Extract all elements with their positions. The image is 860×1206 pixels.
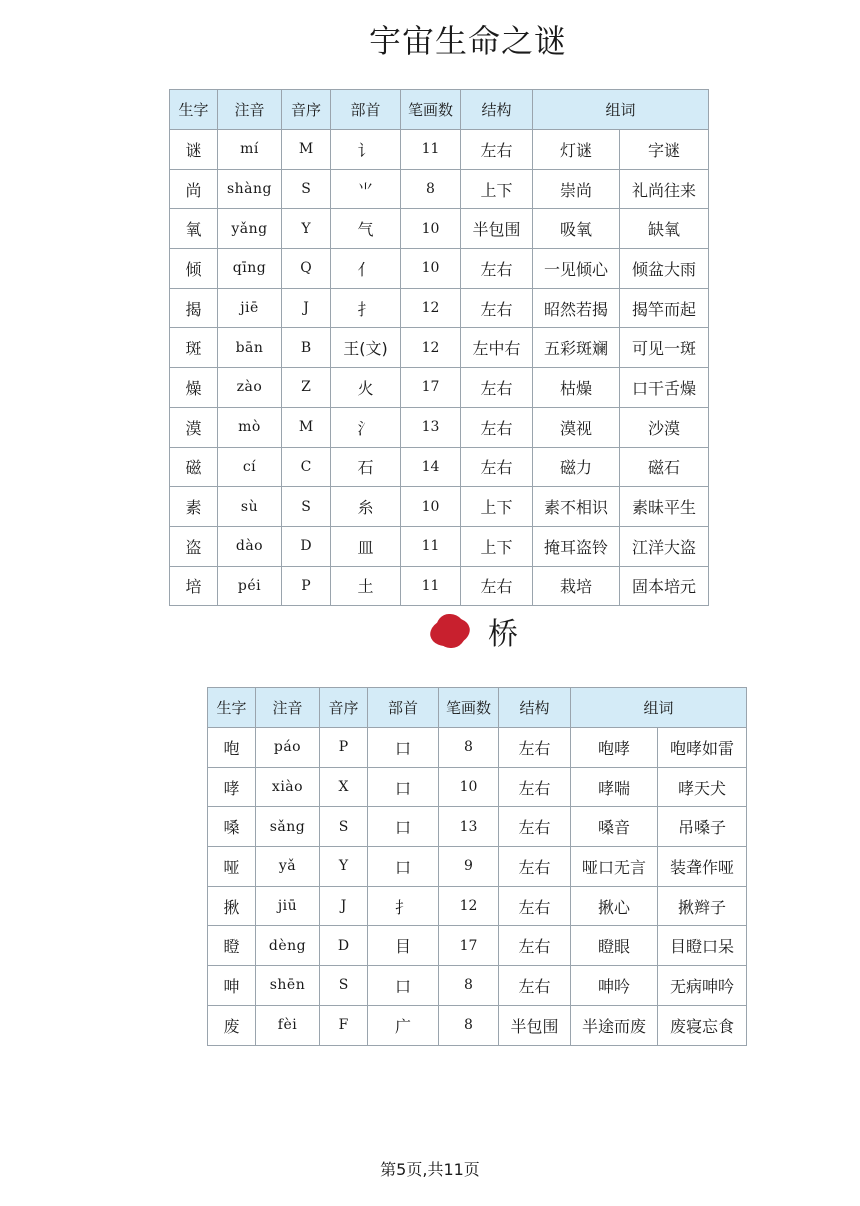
table-cell: 13 <box>401 407 461 447</box>
table-cell: 左右 <box>499 767 571 807</box>
table-cell: B <box>282 328 331 368</box>
table-cell: 可见一斑 <box>620 328 709 368</box>
table-cell: 上下 <box>461 169 533 209</box>
red-ink-blot-icon <box>428 612 474 650</box>
header-cell: 部首 <box>368 688 439 728</box>
table-row <box>170 249 709 289</box>
table-header <box>170 90 709 130</box>
table-cell: 10 <box>439 767 499 807</box>
header-cell: 注音 <box>218 90 282 130</box>
table-cell: 左右 <box>461 249 533 289</box>
table-cell: yǎng <box>218 209 282 249</box>
table-cell: 灯谜 <box>533 130 620 170</box>
header-cell: 结构 <box>461 90 533 130</box>
table-cell: S <box>320 966 368 1006</box>
table-cell: 磁石 <box>620 447 709 487</box>
table-cell: 8 <box>439 1005 499 1045</box>
table-cell: 一见倾心 <box>533 249 620 289</box>
table-row <box>208 1005 747 1045</box>
table-header <box>208 688 747 728</box>
table-cell: 糸 <box>331 487 401 527</box>
header-cell: 部首 <box>331 90 401 130</box>
header-cell: 结构 <box>499 688 571 728</box>
page-number: 第5页,共11页 <box>380 1160 480 1179</box>
table-row <box>170 447 709 487</box>
table-cell: F <box>320 1005 368 1045</box>
table-row <box>170 487 709 527</box>
table-row <box>208 728 747 768</box>
table-cell: 哮喘 <box>571 767 658 807</box>
table-cell: 左右 <box>499 926 571 966</box>
table-cell: 培 <box>170 566 218 606</box>
table-cell: 昭然若揭 <box>533 288 620 328</box>
table-cell: 17 <box>439 926 499 966</box>
table-cell: 左右 <box>461 447 533 487</box>
table-cell: 江洋大盗 <box>620 526 709 566</box>
table-cell: 王(文) <box>331 328 401 368</box>
vocab-table-2 <box>207 687 747 1046</box>
table-cell: 10 <box>401 209 461 249</box>
table-cell: 固本培元 <box>620 566 709 606</box>
table-cell: 哑口无言 <box>571 847 658 887</box>
table-row <box>170 328 709 368</box>
table-cell: 斑 <box>170 328 218 368</box>
table-cell: 揪 <box>208 886 256 926</box>
table-cell: S <box>320 807 368 847</box>
table-cell: 9 <box>439 847 499 887</box>
table-cell: 11 <box>401 130 461 170</box>
table-cell: 左右 <box>499 886 571 926</box>
table-cell: P <box>282 566 331 606</box>
table-row <box>170 566 709 606</box>
table-cell: bān <box>218 328 282 368</box>
table-cell: 磁 <box>170 447 218 487</box>
table-cell: 11 <box>401 566 461 606</box>
table-cell: 素不相识 <box>533 487 620 527</box>
table-cell: 口 <box>368 807 439 847</box>
table-row <box>170 526 709 566</box>
table-cell: 口干舌燥 <box>620 368 709 408</box>
table-cell: 左右 <box>499 807 571 847</box>
table-cell: 磁力 <box>533 447 620 487</box>
title-bridge: 桥 <box>428 608 518 654</box>
table-cell: 素昧平生 <box>620 487 709 527</box>
table-cell: 石 <box>331 447 401 487</box>
table-cell: 广 <box>368 1005 439 1045</box>
table-cell: 皿 <box>331 526 401 566</box>
table-cell: 13 <box>439 807 499 847</box>
table-cell: 哮天犬 <box>658 767 747 807</box>
title-universe: 宇宙生命之谜 <box>368 22 567 60</box>
header-cell: 生字 <box>208 688 256 728</box>
header-cell: 音序 <box>282 90 331 130</box>
table-cell: 口 <box>368 767 439 807</box>
table-cell: 口 <box>368 847 439 887</box>
table-cell: 12 <box>401 328 461 368</box>
table-cell: 半途而废 <box>571 1005 658 1045</box>
table-cell: 崇尚 <box>533 169 620 209</box>
table-cell: 上下 <box>461 526 533 566</box>
table-cell: 漠视 <box>533 407 620 447</box>
table-cell: 掩耳盗铃 <box>533 526 620 566</box>
table-cell: 半包围 <box>461 209 533 249</box>
table-cell: 12 <box>401 288 461 328</box>
table-cell: cí <box>218 447 282 487</box>
table-cell: 10 <box>401 249 461 289</box>
table-cell: 倾 <box>170 249 218 289</box>
table-cell: 扌 <box>331 288 401 328</box>
table-cell: 左中右 <box>461 328 533 368</box>
table-cell: páo <box>256 728 320 768</box>
table-cell: 字谜 <box>620 130 709 170</box>
table-cell: Z <box>282 368 331 408</box>
table-cell: 嗓 <box>208 807 256 847</box>
table-cell: 左右 <box>499 847 571 887</box>
table-cell: Q <box>282 249 331 289</box>
table-cell: 揪心 <box>571 886 658 926</box>
table-cell: 口 <box>368 966 439 1006</box>
table-cell: 尚 <box>170 169 218 209</box>
vocab-table-1 <box>169 89 709 606</box>
table-row <box>170 368 709 408</box>
table-row <box>170 288 709 328</box>
table-cell: 呻吟 <box>571 966 658 1006</box>
table-cell: 左右 <box>461 566 533 606</box>
table-row <box>208 767 747 807</box>
table-cell: X <box>320 767 368 807</box>
table-cell: 瞪眼 <box>571 926 658 966</box>
table-cell: 土 <box>331 566 401 606</box>
header-cell: 注音 <box>256 688 320 728</box>
table-cell: 嗓音 <box>571 807 658 847</box>
header-cell: 笔画数 <box>401 90 461 130</box>
header-cell: 组词 <box>571 688 747 728</box>
table-cell: Y <box>320 847 368 887</box>
table-cell: 上下 <box>461 487 533 527</box>
table-cell: mí <box>218 130 282 170</box>
table-cell: ⺌ <box>331 169 401 209</box>
table-cell: M <box>282 407 331 447</box>
table-cell: 14 <box>401 447 461 487</box>
table-cell: 五彩斑斓 <box>533 328 620 368</box>
table-cell: S <box>282 169 331 209</box>
table-cell: 扌 <box>368 886 439 926</box>
table-cell: 10 <box>401 487 461 527</box>
table-cell: 目瞪口呆 <box>658 926 747 966</box>
table-cell: P <box>320 728 368 768</box>
table-row <box>170 407 709 447</box>
table-cell: 氧 <box>170 209 218 249</box>
table-cell: péi <box>218 566 282 606</box>
table-cell: 气 <box>331 209 401 249</box>
table-cell: 燥 <box>170 368 218 408</box>
table-row <box>208 966 747 1006</box>
table-cell: 咆哮 <box>571 728 658 768</box>
table-cell: 装聋作哑 <box>658 847 747 887</box>
table-cell: D <box>282 526 331 566</box>
table-cell: 8 <box>439 966 499 1006</box>
table-cell: xiào <box>256 767 320 807</box>
table-cell: 左右 <box>499 966 571 1006</box>
table-cell: yǎ <box>256 847 320 887</box>
header-cell: 组词 <box>533 90 709 130</box>
table-cell: dèng <box>256 926 320 966</box>
table-cell: 废寝忘食 <box>658 1005 747 1045</box>
table-cell: 盗 <box>170 526 218 566</box>
table-cell: 亻 <box>331 249 401 289</box>
table-cell: sù <box>218 487 282 527</box>
table-cell: 栽培 <box>533 566 620 606</box>
table-cell: 11 <box>401 526 461 566</box>
table-cell: qīng <box>218 249 282 289</box>
table-row <box>208 847 747 887</box>
table-cell: 吊嗓子 <box>658 807 747 847</box>
table-cell: 8 <box>401 169 461 209</box>
header-cell: 音序 <box>320 688 368 728</box>
header-cell: 生字 <box>170 90 218 130</box>
table-cell: 咆 <box>208 728 256 768</box>
table-cell: 哮 <box>208 767 256 807</box>
table-cell: 缺氧 <box>620 209 709 249</box>
table-cell: J <box>282 288 331 328</box>
table-row <box>170 130 709 170</box>
table-cell: 左右 <box>499 728 571 768</box>
table-cell: 半包围 <box>499 1005 571 1045</box>
table-cell: 氵 <box>331 407 401 447</box>
table-cell: 火 <box>331 368 401 408</box>
table-cell: mò <box>218 407 282 447</box>
table-cell: 左右 <box>461 407 533 447</box>
table-cell: 揭 <box>170 288 218 328</box>
table-cell: 礼尚往来 <box>620 169 709 209</box>
table-cell: 沙漠 <box>620 407 709 447</box>
table-cell: 吸氧 <box>533 209 620 249</box>
table-cell: 12 <box>439 886 499 926</box>
table-cell: 素 <box>170 487 218 527</box>
header-cell: 笔画数 <box>439 688 499 728</box>
table-cell: M <box>282 130 331 170</box>
table-cell: zào <box>218 368 282 408</box>
table-cell: 左右 <box>461 368 533 408</box>
table-row <box>208 807 747 847</box>
table-cell: D <box>320 926 368 966</box>
table-cell: C <box>282 447 331 487</box>
table-cell: 呻 <box>208 966 256 1006</box>
table-cell: fèi <box>256 1005 320 1045</box>
table-row <box>170 169 709 209</box>
table-cell: 谜 <box>170 130 218 170</box>
table-cell: jiē <box>218 288 282 328</box>
table-row <box>170 209 709 249</box>
table-cell: S <box>282 487 331 527</box>
table-cell: 揭竿而起 <box>620 288 709 328</box>
table-cell: Y <box>282 209 331 249</box>
table-cell: 8 <box>439 728 499 768</box>
table-cell: 无病呻吟 <box>658 966 747 1006</box>
table-cell: dào <box>218 526 282 566</box>
table-cell: 倾盆大雨 <box>620 249 709 289</box>
table-cell: 左右 <box>461 130 533 170</box>
table-row <box>208 926 747 966</box>
table-cell: 哑 <box>208 847 256 887</box>
table-cell: 漠 <box>170 407 218 447</box>
table-cell: shēn <box>256 966 320 1006</box>
table-cell: 枯燥 <box>533 368 620 408</box>
table-cell: 左右 <box>461 288 533 328</box>
table-cell: sǎng <box>256 807 320 847</box>
table-cell: 17 <box>401 368 461 408</box>
table-row <box>208 886 747 926</box>
table-cell: jiū <box>256 886 320 926</box>
table-cell: 废 <box>208 1005 256 1045</box>
table-cell: 讠 <box>331 130 401 170</box>
table-cell: shàng <box>218 169 282 209</box>
table-cell: 咆哮如雷 <box>658 728 747 768</box>
table-cell: 揪辫子 <box>658 886 747 926</box>
table-cell: 目 <box>368 926 439 966</box>
table-cell: J <box>320 886 368 926</box>
table-cell: 瞪 <box>208 926 256 966</box>
table-cell: 口 <box>368 728 439 768</box>
